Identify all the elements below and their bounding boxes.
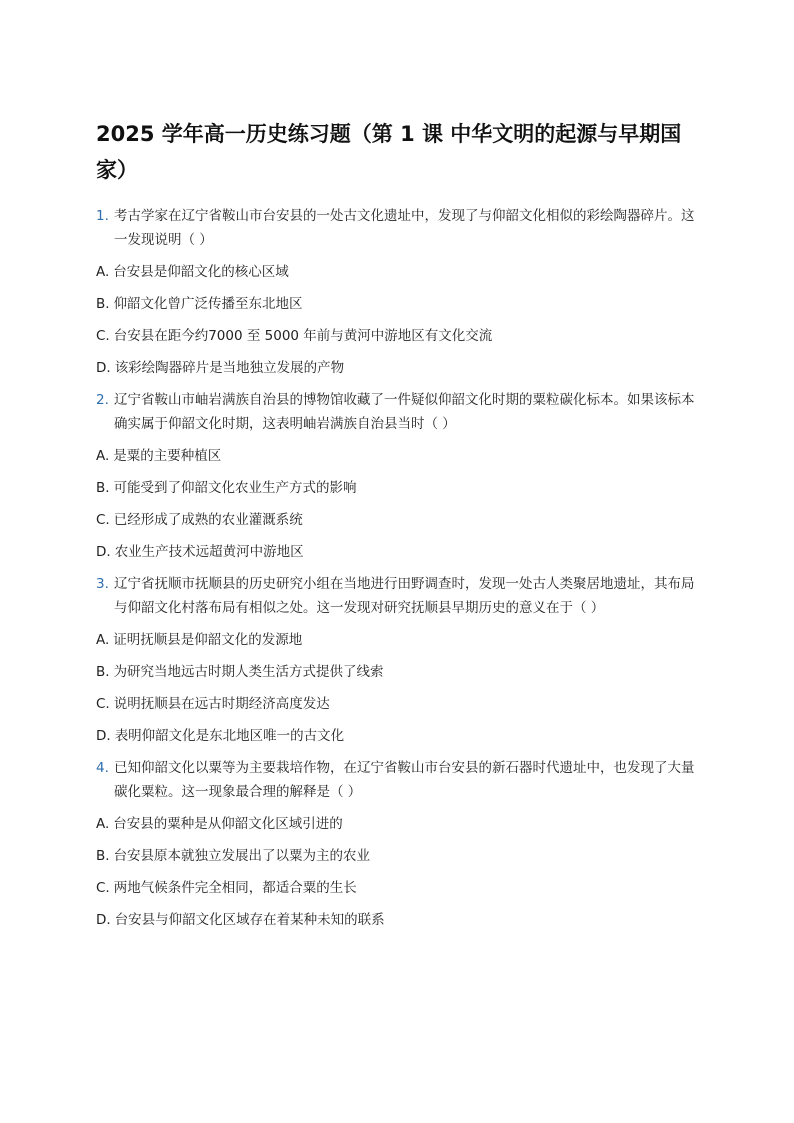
question-number: 4. <box>96 760 109 776</box>
option-text: 两地气候条件完全相同，都适合粟的生长 <box>113 880 357 896</box>
option-d <box>96 356 696 380</box>
option-text: 台安县原本就独立发展出了以粟为主的农业 <box>113 848 371 864</box>
option-text: 表明仰韶文化是东北地区唯一的古文化 <box>114 728 345 744</box>
question-4 <box>96 756 696 804</box>
option-a <box>96 812 696 836</box>
option-c <box>96 692 696 716</box>
option-text: 可能受到了仰韶文化农业生产方式的影响 <box>113 480 357 496</box>
option-text: 台安县在距今约7000 至 5000 年前与黄河中游地区有文化交流 <box>113 328 493 344</box>
option-letter: B. <box>96 664 110 680</box>
option-b <box>96 292 696 316</box>
option-letter: C. <box>96 512 110 528</box>
question-number: 2. <box>96 392 109 408</box>
option-letter: A. <box>96 816 110 832</box>
option-letter: C. <box>96 696 110 712</box>
option-letter: D. <box>96 912 111 928</box>
option-letter: C. <box>96 880 110 896</box>
option-b <box>96 476 696 500</box>
option-letter: D. <box>96 544 111 560</box>
option-text: 台安县的粟种是从仰韶文化区域引进的 <box>113 816 343 832</box>
question-number: 3. <box>96 576 109 592</box>
option-c <box>96 324 696 348</box>
option-text: 已经形成了成熟的农业灌溉系统 <box>113 512 303 528</box>
option-letter: A. <box>96 632 110 648</box>
question-1 <box>96 204 696 252</box>
option-d <box>96 540 696 564</box>
option-d <box>96 724 696 748</box>
option-a <box>96 628 696 652</box>
option-letter: C. <box>96 328 110 344</box>
option-a <box>96 260 696 284</box>
option-text: 为研究当地远古时期人类生活方式提供了线索 <box>113 664 384 680</box>
option-c <box>96 876 696 900</box>
option-letter: D. <box>96 360 111 376</box>
option-text: 台安县与仰韶文化区域存在着某种未知的联系 <box>114 912 385 928</box>
option-d <box>96 908 696 932</box>
option-text: 证明抚顺县是仰韶文化的发源地 <box>113 632 303 648</box>
option-text: 仰韶文化曾广泛传播至东北地区 <box>113 296 303 312</box>
option-text: 说明抚顺县在远古时期经济高度发达 <box>113 696 330 712</box>
option-text: 台安县是仰韶文化的核心区域 <box>113 264 289 280</box>
option-letter: D. <box>96 728 111 744</box>
option-c <box>96 508 696 532</box>
option-text: 农业生产技术远超黄河中游地区 <box>114 544 304 560</box>
question-stem: 考古学家在辽宁省鞍山市台安县的一处古文化遗址中，发现了与仰韶文化相似的彩绘陶器碎片。这一发现说明（ ） <box>114 208 695 248</box>
option-letter: A. <box>96 264 110 280</box>
option-a <box>96 444 696 468</box>
option-text: 是粟的主要种植区 <box>113 448 222 464</box>
question-3 <box>96 572 696 620</box>
question-stem: 辽宁省鞍山市岫岩满族自治县的博物馆收藏了一件疑似仰韶文化时期的粟粒碳化标本。如果该标本确实属于仰韶文化时期，这表明岫岩满族自治县当时（ ） <box>114 392 695 432</box>
option-letter: B. <box>96 480 110 496</box>
question-stem: 辽宁省抚顺市抚顺县的历史研究小组在当地进行田野调查时，发现一处古人类聚居地遗址，其布局与仰韶文化村落布局有相似之处。这一发现对研究抚顺县早期历史的意义在于（ ） <box>114 576 695 616</box>
question-stem: 已知仰韶文化以粟等为主要栽培作物，在辽宁省鞍山市台安县的新石器时代遗址中，也发现了大量碳化粟粒。这一现象最合理的解释是（ ） <box>114 760 695 800</box>
option-text: 该彩绘陶器碎片是当地独立发展的产物 <box>114 360 345 376</box>
question-2 <box>96 388 696 436</box>
question-number: 1. <box>96 208 109 224</box>
question-list <box>96 204 696 940</box>
option-b <box>96 660 696 684</box>
document-title: 2025 学年高一历史练习题（第 1 课 中华文明的起源与早期国家） <box>96 122 682 182</box>
option-letter: B. <box>96 296 110 312</box>
option-b <box>96 844 696 868</box>
option-letter: B. <box>96 848 110 864</box>
option-letter: A. <box>96 448 110 464</box>
